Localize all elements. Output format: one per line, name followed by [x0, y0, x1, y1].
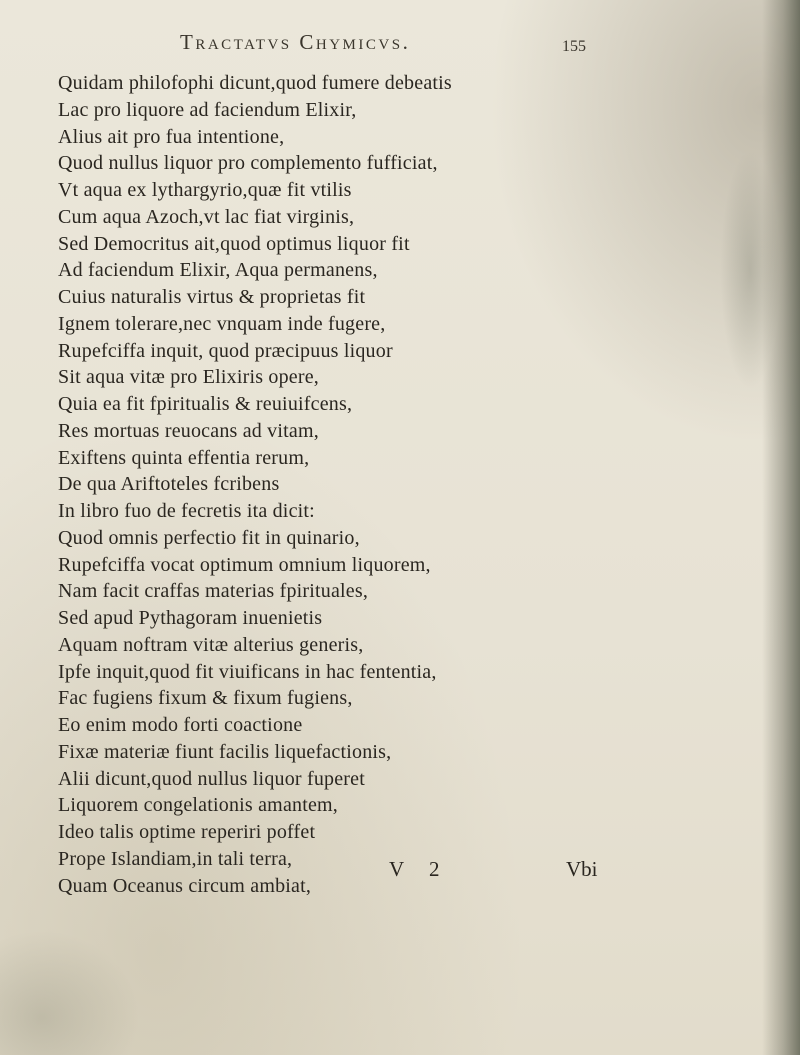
verse-line: Quod nullus liquor pro complemento fufficiat, — [58, 152, 438, 175]
verse-line: Ipfe inquit,quod fit viuificans in hac fententia, — [58, 660, 437, 683]
verse-line: In libro fuo de fecretis ita dicit: — [58, 500, 315, 522]
verse-line: Alius ait pro fua intentione, — [58, 125, 285, 148]
page-header — [0, 30, 800, 64]
verse-line: Alii dicunt,quod nullus liquor fuperet — [58, 767, 366, 790]
verse-line: Aquam noftram vitæ alterius generis, — [58, 633, 364, 656]
verse-line: De qua Ariftoteles fcribens — [58, 473, 280, 496]
verse-text — [58, 70, 758, 899]
verse-line: Quia ea fit fpiritualis & reuiuifcens, — [58, 393, 353, 415]
verse-line: Exiftens quinta effentia rerum, — [58, 446, 310, 469]
verse-line: Prope Islandiam,in tali terra, — [58, 847, 293, 870]
verse-line: Vt aqua ex lythargyrio,quæ fit vtilis — [58, 179, 352, 201]
verse-line: Sit aqua vitæ pro Elixiris opere, — [58, 366, 320, 389]
verse-line: Ad faciendum Elixir, Aqua permanens, — [58, 259, 378, 282]
page-number: 155 — [562, 38, 586, 55]
verse-line: Cum aqua Azoch,vt lac fiat virginis, — [58, 205, 355, 228]
catchword: Vbi — [566, 857, 598, 881]
verse-line: Eo enim modo forti coactione — [58, 714, 303, 736]
verse-line: Fixæ materiæ fiunt facilis liquefactionis, — [58, 740, 392, 763]
running-head: Tractatvs Chymicvs. — [180, 30, 411, 54]
verse-line: Liquorem congelationis amantem, — [58, 794, 339, 817]
verse-line: Rupefciffa vocat optimum omnium liquorem, — [58, 553, 431, 576]
signature-mark: V 2 — [389, 857, 450, 881]
verse-line: Lac pro liquore ad faciendum Elixir, — [58, 98, 357, 121]
verse-line: Rupefciffa inquit, quod præcipuus liquor — [58, 339, 393, 362]
verse-line: Nam facit craffas materias fpirituales, — [58, 580, 369, 603]
verse-line: Sed Democritus ait,quod optimus liquor fit — [58, 232, 410, 255]
verse-line: Sed apud Pythagoram inuenietis — [58, 607, 323, 629]
verse-line: Fac fugiens fixum & fixum fugiens, — [58, 687, 353, 710]
page-footer — [0, 857, 800, 887]
verse-line: Quam Oceanus circum ambiat, — [58, 874, 312, 897]
page-edge-shadow — [762, 0, 800, 1055]
verse-line: Cuius naturalis virtus & proprietas fit — [58, 286, 366, 308]
verse-line: Ideo talis optime reperiri poffet — [58, 821, 316, 843]
page-stain — [0, 930, 140, 1055]
verse-line: Quod omnis perfectio fit in quinario, — [58, 526, 360, 549]
verse-line: Res mortuas reuocans ad vitam, — [58, 419, 319, 442]
verse-line: Quidam philofophi dicunt,quod fumere debeatis — [58, 72, 452, 94]
verse-line: Ignem tolerare,nec vnquam inde fugere, — [58, 312, 386, 335]
